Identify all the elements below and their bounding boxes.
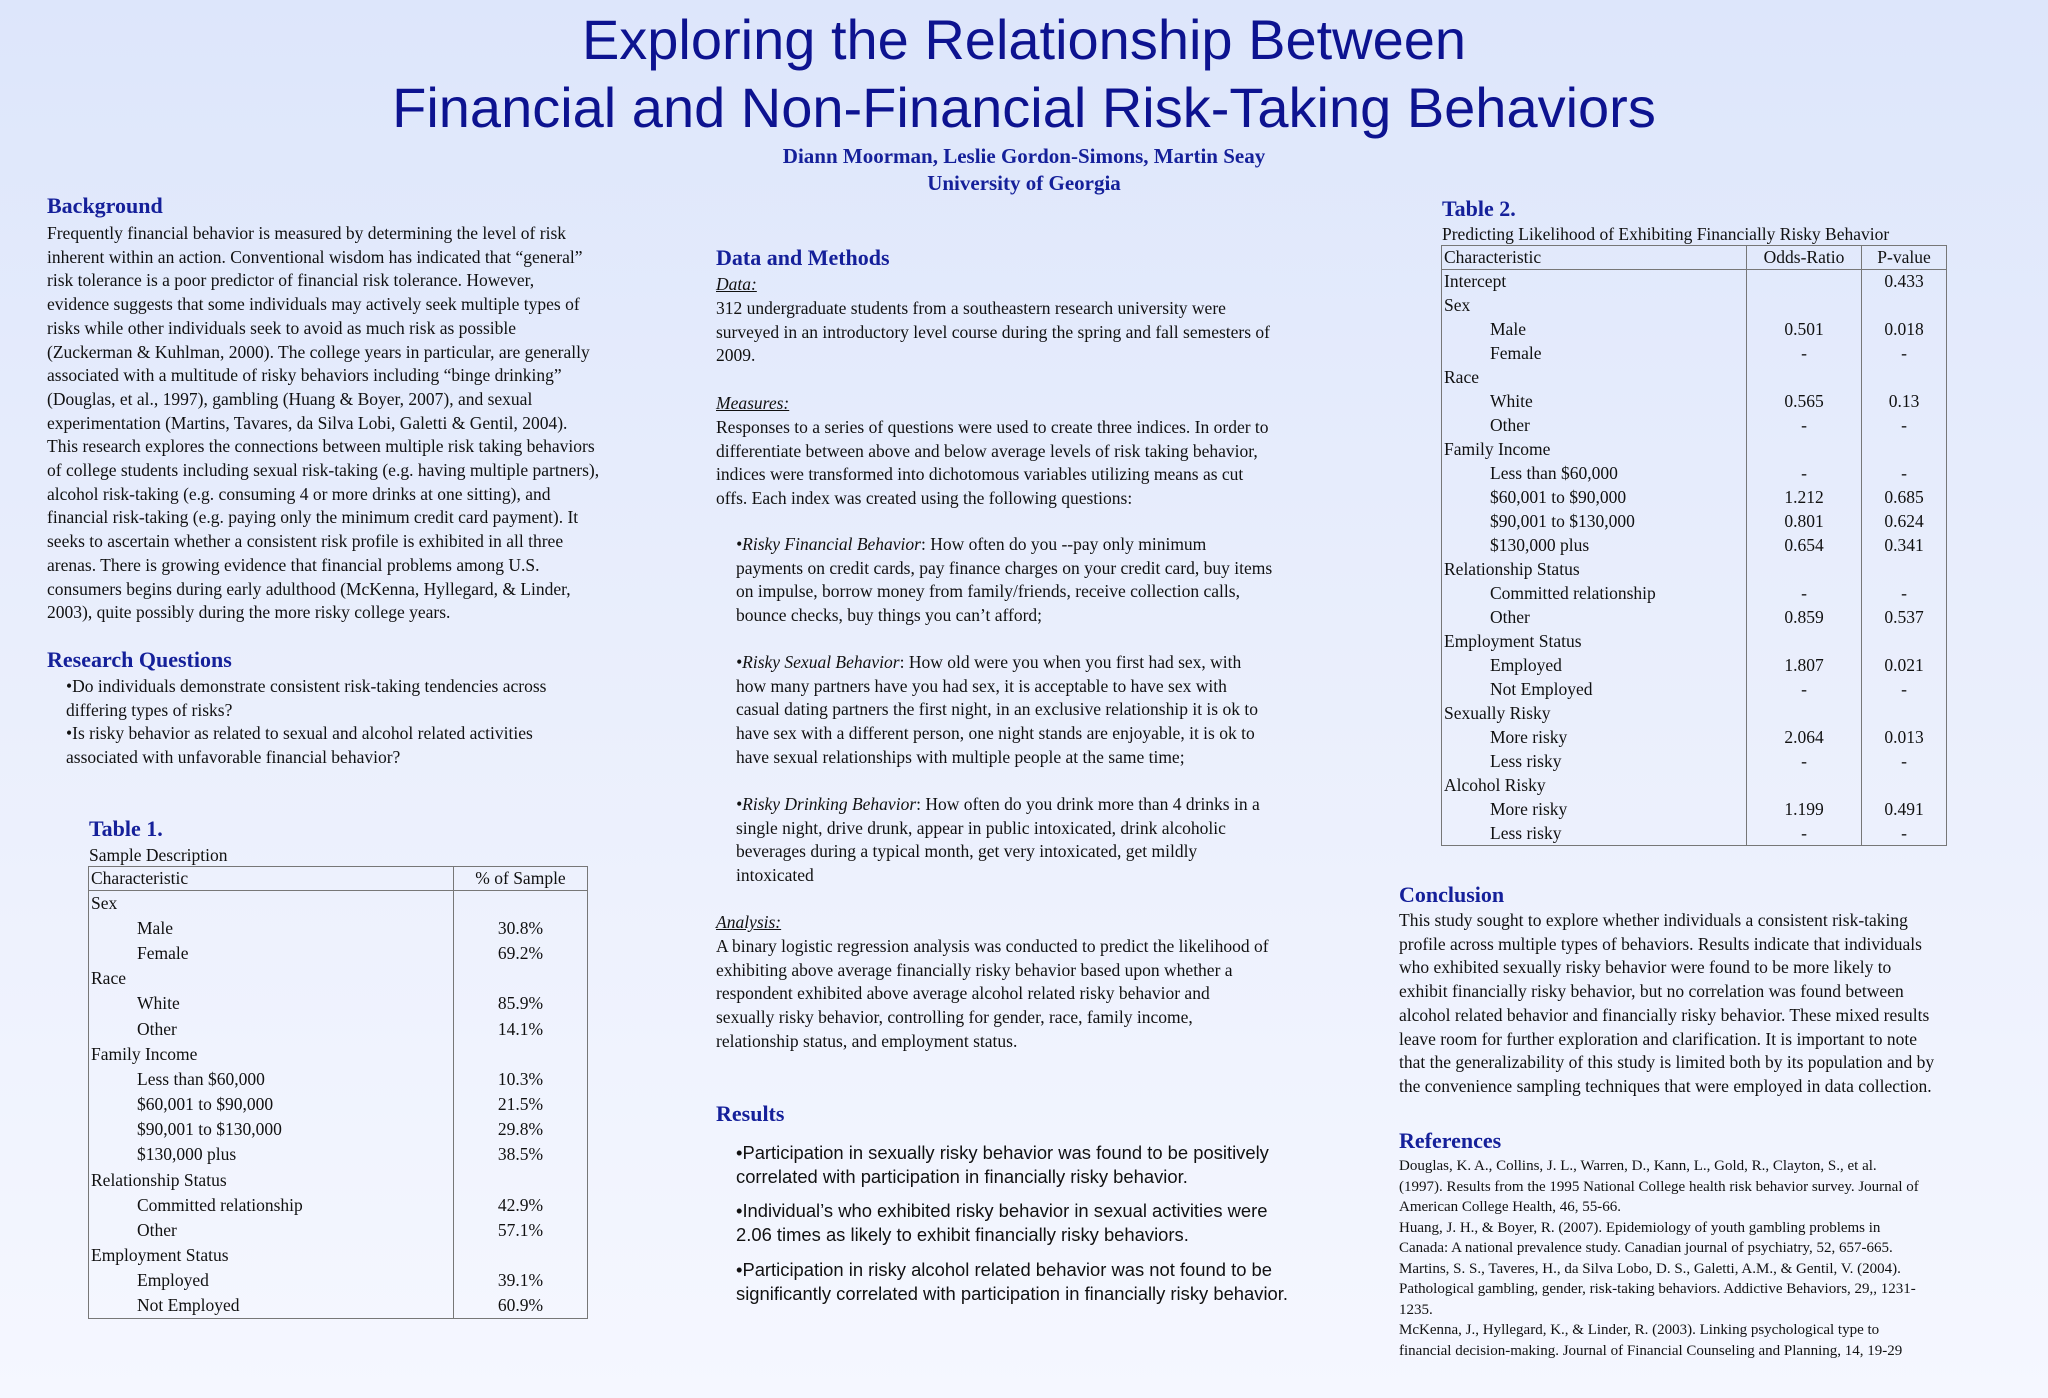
regression-results-table: [1441, 245, 1947, 846]
table1-percent: [454, 966, 588, 991]
table2-row: [1442, 510, 1947, 534]
table2-row: [1442, 822, 1947, 846]
table2-characteristic: More risky: [1442, 726, 1747, 750]
table1-percent: 69.2%: [497, 942, 544, 963]
data-line: 312 undergraduate students from a southeastern research university were: [716, 298, 1226, 318]
background-line: financial risk-taking (e.g. paying only the minimum credit card payment). It: [47, 507, 579, 528]
table1-percent: 21.5%: [497, 1094, 544, 1115]
table2-odds-ratio: [1747, 366, 1862, 390]
risky-financial-behavior-item: [736, 533, 1356, 628]
table1-row: [89, 991, 588, 1016]
conclusion-body: [1399, 909, 2019, 1099]
analysis-body: [716, 935, 1356, 1054]
table1-row: [89, 1218, 588, 1243]
table2-col-p-value: P-value: [1877, 247, 1931, 267]
risky-drinking-first-line: : How often do you drink more than 4 drinks in a: [916, 794, 1260, 814]
table1-row: [89, 1016, 588, 1041]
table2-characteristic: More risky: [1442, 798, 1747, 822]
table2-row: [1442, 390, 1947, 414]
table2-p-value: [1862, 702, 1947, 726]
table1-col-percent: % of Sample: [475, 868, 566, 888]
sample-description-table: [88, 866, 588, 1319]
poster-title-line-2: Financial and Non-Financial Risk-Taking Behaviors: [392, 76, 1656, 139]
table1-percent: [454, 891, 588, 916]
background-line: 2003), quite possibly during the more risky college years.: [47, 602, 451, 623]
table1-percent: 29.8%: [497, 1119, 544, 1140]
background-line: arenas. There is growing evidence that financial problems among U.S.: [47, 554, 540, 575]
table1-percent: 85.9%: [497, 993, 544, 1014]
analysis-subheading: Analysis:: [716, 912, 782, 932]
background-line: inherent within an action. Conventional wisdom has indicated that “general”: [47, 246, 583, 267]
table1-characteristic: Relationship Status: [89, 1168, 454, 1193]
risky-financial-line: bounce checks, buy things you can’t afford;: [736, 605, 1043, 626]
table2-characteristic: $60,001 to $90,000: [1442, 486, 1747, 510]
analysis-line: respondent exhibited above average alcohol related risky behavior and: [716, 983, 1210, 1004]
risky-sexual-line: how many partners have you had sex, it is acceptable to have sex with: [736, 675, 1227, 696]
table2-row: [1442, 558, 1947, 582]
table1-characteristic: Employment Status: [89, 1243, 454, 1268]
analysis-line: exhibiting above average financially risky behavior based upon whether a: [716, 959, 1233, 980]
affiliation: University of Georgia: [927, 171, 1121, 195]
table2-p-value: [1862, 366, 1947, 390]
table1-percent: [454, 1168, 588, 1193]
table2-p-value: -: [1901, 583, 1907, 603]
table1-characteristic: $60,001 to $90,000: [89, 1092, 454, 1117]
background-line: (Douglas, et al., 1997), gambling (Huang & Boyer, 2007), and sexual: [47, 388, 533, 409]
table1-characteristic: Not Employed: [89, 1294, 454, 1319]
table2-row: [1442, 774, 1947, 798]
table1-row: [89, 941, 588, 966]
risky-financial-first-line: : How often do you --pay only minimum: [920, 534, 1207, 554]
background-line: evidence suggests that some individuals may actively seek multiple types of: [47, 294, 580, 315]
table2-p-value: 0.021: [1884, 655, 1924, 675]
table2-heading: Table 2.: [1442, 196, 1516, 221]
table2-characteristic: Female: [1442, 342, 1747, 366]
table1-percent: 30.8%: [497, 917, 544, 938]
reference-line: (1997). Results from the 1995 National College health risk behavior survey. Journal of: [1399, 1178, 1919, 1195]
research-question-line: •Is risky behavior as related to sexual and alcohol related activities: [66, 723, 533, 744]
table2-p-value: 0.13: [1888, 391, 1920, 411]
risky-drinking-line: intoxicated: [736, 865, 814, 886]
table2-col-characteristic: Characteristic: [1442, 246, 1747, 270]
table1-row: [89, 1067, 588, 1092]
table2-row: [1442, 798, 1947, 822]
risky-drinking-label-bullet: •: [736, 794, 743, 814]
table2-p-value: -: [1901, 679, 1907, 699]
table2-p-value: [1862, 630, 1947, 654]
table1-col-characteristic: Characteristic: [89, 867, 454, 891]
table2-p-value: 0.013: [1884, 727, 1924, 747]
table1-percent: 14.1%: [497, 1018, 544, 1039]
table1-characteristic: Family Income: [89, 1042, 454, 1067]
table2-odds-ratio: 0.654: [1747, 534, 1862, 558]
table2-p-value: -: [1901, 751, 1907, 771]
table2-caption: Predicting Likelihood of Exhibiting Financially Risky Behavior: [1442, 224, 1890, 244]
table1-characteristic: Female: [89, 941, 454, 966]
reference-line: 1235.: [1399, 1301, 1433, 1318]
research-questions-list: [66, 675, 686, 770]
data-subheading: Data:: [716, 274, 757, 294]
table2-p-value: -: [1901, 415, 1907, 435]
table2-characteristic: Sexually Risky: [1442, 702, 1747, 726]
table1-percent: 38.5%: [497, 1144, 544, 1165]
result-item: [736, 1199, 1376, 1246]
table1-percent: 42.9%: [497, 1194, 544, 1215]
table1-characteristic: $130,000 plus: [89, 1142, 454, 1167]
table1-row: [89, 966, 588, 991]
table1-characteristic: Race: [89, 966, 454, 991]
table2-odds-ratio: [1747, 294, 1862, 318]
research-question-line: •Do individuals demonstrate consistent risk-taking tendencies across: [66, 676, 547, 696]
table1-percent: 10.3%: [497, 1068, 544, 1089]
reference-line: Huang, J. H., & Boyer, R. (2007). Epidemiology of youth gambling problems in: [1399, 1219, 1881, 1236]
table2-row: [1442, 462, 1947, 486]
table2-row: [1442, 534, 1947, 558]
risky-financial-line: payments on credit cards, pay finance charges on your credit card, buy items: [736, 557, 1273, 578]
table2-p-value: 0.433: [1884, 271, 1924, 292]
measures-line: indices were transformed into dichotomous variables utilizing means as cut: [716, 464, 1244, 485]
conclusion-line: profile across multiple types of behaviors. Results indicate that individuals: [1399, 933, 1922, 954]
table2-row: [1442, 630, 1947, 654]
table2-row: [1442, 486, 1947, 510]
analysis-line: sexually risky behavior, controlling for gender, race, family income,: [716, 1007, 1193, 1028]
analysis-line: A binary logistic regression analysis was conducted to predict the likelihood of: [716, 936, 1269, 956]
table1-row: [89, 1092, 588, 1117]
references-heading: References: [1399, 1128, 1502, 1153]
reference-line: Pathological gambling, gender, risk-taking behaviors. Addictive Behaviors, 29,, 1231-: [1399, 1281, 1916, 1297]
table2-characteristic: Other: [1442, 606, 1747, 630]
data-body: [716, 297, 1356, 368]
table2-row: [1442, 582, 1947, 606]
table2-characteristic: $90,001 to $130,000: [1442, 510, 1747, 534]
table2-p-value: -: [1901, 343, 1907, 363]
table1-row: [89, 1268, 588, 1293]
table1-caption: Sample Description: [89, 845, 228, 865]
background-line: alcohol risk-taking (e.g. consuming 4 or more drinks at one sitting), and: [47, 483, 551, 504]
table1-percent: [454, 1042, 588, 1067]
risky-sexual-line: have sexual relationships with multiple people at the same time;: [736, 746, 1185, 767]
table2-odds-ratio: [1747, 774, 1862, 798]
table1-characteristic: Other: [89, 1016, 454, 1041]
risky-sexual-first-line: : How old were you when you first had sex, with: [899, 652, 1242, 672]
table2-p-value: 0.491: [1884, 799, 1924, 819]
conclusion-line: alcohol related behavior and financially risky behavior. These mixed results: [1399, 1004, 1930, 1025]
results-heading: Results: [716, 1101, 785, 1126]
background-line: experimentation (Martins, Tavares, da Silva Lobi, Galetti & Gentil, 2004).: [47, 412, 568, 433]
conclusion-line: the convenience sampling techniques that were employed in data collection.: [1399, 1075, 1932, 1096]
table1-row: [89, 1042, 588, 1067]
table1-row: [89, 1243, 588, 1268]
result-line: •Individual’s who exhibited risky behavior in sexual activities were: [736, 1200, 1268, 1222]
results-list: [736, 1141, 1376, 1316]
table2-odds-ratio: 0.801: [1747, 510, 1862, 534]
table2-row: [1442, 414, 1947, 438]
table2-odds-ratio: -: [1747, 582, 1862, 606]
result-line: significantly correlated with participation in financially risky behavior.: [736, 1282, 1288, 1304]
table2-characteristic: Committed relationship: [1442, 582, 1747, 606]
table2-row: [1442, 438, 1947, 462]
background-body: [47, 222, 687, 625]
table2-odds-ratio: [1747, 558, 1862, 582]
table2-col-odds-ratio: Odds-Ratio: [1747, 246, 1862, 270]
reference-line: Douglas, K. A., Collins, J. L., Warren, D., Kann, L., Gold, R., Clayton, S., et al.: [1399, 1158, 1877, 1174]
table2-characteristic: Less than $60,000: [1442, 462, 1747, 486]
risky-financial-label-bullet: •: [736, 534, 743, 554]
measures-line: offs. Each index was created using the following questions:: [716, 488, 1133, 509]
table1-characteristic: $90,001 to $130,000: [89, 1117, 454, 1142]
measures-line: differentiate between above and below average levels of risk taking behavior,: [716, 440, 1258, 461]
table1-characteristic: Employed: [89, 1268, 454, 1293]
table1-characteristic: Male: [89, 916, 454, 941]
table2-characteristic: Not Employed: [1442, 678, 1747, 702]
table2-characteristic: Family Income: [1442, 438, 1747, 462]
table2-odds-ratio: 0.859: [1747, 606, 1862, 630]
table2-p-value: -: [1901, 822, 1907, 843]
reference-line: Canada: A national prevalence study. Canadian journal of psychiatry, 52, 657-665.: [1399, 1240, 1893, 1256]
table2-p-value: [1862, 438, 1947, 462]
conclusion-line: that the generalizability of this study is limited both by its population and by: [1399, 1052, 1935, 1073]
table2-odds-ratio: -: [1747, 414, 1862, 438]
table2-p-value: [1862, 558, 1947, 582]
table2-characteristic: Male: [1442, 318, 1747, 342]
table2-characteristic: White: [1442, 390, 1747, 414]
table2-p-value: 0.685: [1884, 487, 1924, 507]
table2-odds-ratio: 1.199: [1747, 798, 1862, 822]
table1-characteristic: Committed relationship: [89, 1193, 454, 1218]
table2-row: [1442, 678, 1947, 702]
result-line: correlated with participation in financially risky behavior.: [736, 1165, 1188, 1187]
risky-drinking-behavior-item: [736, 793, 1356, 888]
table1-percent: 60.9%: [497, 1295, 544, 1316]
table2-odds-ratio: -: [1747, 462, 1862, 486]
risky-drinking-line: beverages during a typical month, get very intoxicated, get mildly: [736, 841, 1198, 862]
table2-characteristic: Employment Status: [1442, 630, 1747, 654]
risky-sexual-line: have sex with a different person, one night stands are enjoyable, it is ok to: [736, 723, 1255, 744]
risky-drinking-line: single night, drive drunk, appear in public intoxicated, drink alcoholic: [736, 817, 1226, 838]
reference-line: McKenna, J., Hyllegard, K., & Linder, R. (2003). Linking psychological type to: [1399, 1322, 1880, 1338]
table2-odds-ratio: -: [1747, 342, 1862, 366]
table2-row: [1442, 270, 1947, 294]
table1-row: [89, 891, 588, 916]
conclusion-line: This study sought to explore whether individuals a consistent risk-taking: [1399, 910, 1908, 930]
conclusion-line: leave room for further exploration and clarification. It is important to note: [1399, 1028, 1918, 1049]
table2-characteristic: Intercept: [1442, 270, 1747, 294]
table1-row: [89, 916, 588, 941]
table1-row: [89, 1193, 588, 1218]
table2-characteristic: Less risky: [1442, 822, 1747, 846]
table2-odds-ratio: [1747, 630, 1862, 654]
table1-characteristic: Other: [89, 1218, 454, 1243]
table1-characteristic: White: [89, 991, 454, 1016]
risky-financial-line: on impulse, borrow money from family/friends, receive collection calls,: [736, 581, 1240, 602]
conclusion-line: who exhibited sexually risky behavior were found to be more likely to: [1399, 957, 1892, 978]
result-item: [736, 1258, 1376, 1305]
research-questions-heading: Research Questions: [47, 647, 232, 672]
table2-row: [1442, 342, 1947, 366]
background-line: consumers begins during early adulthood (McKenna, Hyllegard, & Linder,: [47, 578, 571, 599]
authors: Diann Moorman, Leslie Gordon-Simons, Martin Seay: [782, 144, 1266, 168]
measures-line: Responses to a series of questions were used to create three indices. In order to: [716, 417, 1269, 437]
research-question-line: differing types of risks?: [66, 699, 233, 720]
table2-header-row: [1442, 246, 1947, 270]
reference-line: Martins, S. S., Taveres, H., da Silva Lobo, D. S., Galetti, A.M., & Gentil, V. (2004).: [1399, 1260, 1901, 1277]
risky-sexual-label-bullet: •: [736, 652, 743, 672]
table2-odds-ratio: -: [1747, 750, 1862, 774]
table2-characteristic: Employed: [1442, 654, 1747, 678]
table2-odds-ratio: [1747, 438, 1862, 462]
measures-subheading: Measures:: [716, 393, 790, 413]
background-line: This research explores the connections between multiple risk taking behaviors: [47, 436, 595, 457]
background-heading: Background: [47, 193, 163, 218]
measures-body: [716, 416, 1356, 511]
reference-line: American College Health, 46, 55-66.: [1399, 1199, 1622, 1215]
background-line: associated with a multitude of risky behaviors including “binge drinking”: [47, 365, 562, 386]
table2-characteristic: $130,000 plus: [1442, 534, 1747, 558]
table2-p-value: 0.018: [1884, 319, 1924, 339]
table2-characteristic: Other: [1442, 414, 1747, 438]
table2-characteristic: Sex: [1442, 294, 1747, 318]
table1-header-row: [89, 867, 588, 891]
table2-row: [1442, 654, 1947, 678]
table1-characteristic: Less than $60,000: [89, 1067, 454, 1092]
research-question-line: associated with unfavorable financial behavior?: [66, 747, 401, 768]
table2-odds-ratio: -: [1747, 822, 1862, 846]
table1-percent: 57.1%: [497, 1220, 544, 1241]
conclusion-heading: Conclusion: [1399, 882, 1505, 907]
table1-heading: Table 1.: [89, 816, 163, 841]
table2-p-value: [1862, 294, 1947, 318]
table2-p-value: 0.624: [1884, 511, 1924, 531]
table2-row: [1442, 366, 1947, 390]
analysis-line: relationship status, and employment status.: [716, 1030, 1018, 1051]
table1-row: [89, 1142, 588, 1167]
table2-p-value: -: [1901, 463, 1907, 483]
result-item: [736, 1141, 1376, 1188]
result-line: •Participation in risky alcohol related behavior was not found to be: [736, 1258, 1272, 1280]
result-line: •Participation in sexually risky behavior was found to be positively: [736, 1142, 1269, 1163]
table2-p-value: 0.341: [1884, 535, 1924, 555]
table2-p-value: [1862, 774, 1947, 798]
background-line: risks while other individuals seek to avoid as much risk as possible: [47, 317, 517, 338]
table2-characteristic: Less risky: [1442, 750, 1747, 774]
risky-drinking-label: Risky Drinking Behavior: [742, 794, 917, 814]
table2-row: [1442, 726, 1947, 750]
table1-row: [89, 1294, 588, 1319]
table1-percent: [454, 1243, 588, 1268]
table2-odds-ratio: [1747, 702, 1862, 726]
table2-odds-ratio: 1.807: [1747, 654, 1862, 678]
risky-sexual-behavior-item: [736, 651, 1356, 770]
table2-odds-ratio: [1747, 270, 1862, 294]
table2-characteristic: Alcohol Risky: [1442, 774, 1747, 798]
table1-row: [89, 1168, 588, 1193]
table1-characteristic: Sex: [89, 891, 454, 916]
table1-row: [89, 1117, 588, 1142]
table2-characteristic: Race: [1442, 366, 1747, 390]
result-line: 2.06 times as likely to exhibit financially risky behaviors.: [736, 1224, 1189, 1246]
risky-sexual-label: Risky Sexual Behavior: [742, 652, 900, 672]
risky-financial-label: Risky Financial Behavior: [742, 534, 921, 554]
conclusion-line: exhibit financially risky behavior, but no correlation was found between: [1399, 981, 1904, 1002]
data-methods-heading: Data and Methods: [716, 245, 890, 270]
reference-line: financial decision-making. Journal of Financial Counseling and Planning, 14, 19-29: [1399, 1342, 1903, 1359]
table2-odds-ratio: 0.565: [1747, 390, 1862, 414]
risky-sexual-line: casual dating partners the first night, in an exclusive relationship it is ok to: [736, 699, 1258, 720]
background-line: (Zuckerman & Kuhlman, 2000). The college years in particular, are generally: [47, 341, 590, 362]
table2-row: [1442, 750, 1947, 774]
table2-odds-ratio: 2.064: [1747, 726, 1862, 750]
table2-row: [1442, 702, 1947, 726]
table2-row: [1442, 606, 1947, 630]
data-line: surveyed in an introductory level course during the spring and fall semesters of: [716, 321, 1271, 342]
data-line: 2009.: [716, 345, 756, 366]
references-list: [1399, 1156, 2029, 1361]
table2-p-value: 0.537: [1884, 607, 1924, 627]
background-line: seeks to ascertain whether a consistent risk profile is exhibited in all three: [47, 531, 564, 552]
background-line: Frequently financial behavior is measured by determining the level of risk: [47, 223, 567, 243]
background-line: of college students including sexual risk-taking (e.g. having multiple partners),: [47, 460, 600, 481]
table2-odds-ratio: 0.501: [1747, 318, 1862, 342]
poster-title-line-1: Exploring the Relationship Between: [581, 8, 1467, 71]
table2-odds-ratio: -: [1747, 678, 1862, 702]
background-line: risk tolerance is a poor predictor of financial risk tolerance. However,: [47, 270, 535, 291]
table2-characteristic: Relationship Status: [1442, 558, 1747, 582]
table2-odds-ratio: 1.212: [1747, 486, 1862, 510]
table1-percent: 39.1%: [497, 1270, 544, 1291]
table2-row: [1442, 294, 1947, 318]
table2-row: [1442, 318, 1947, 342]
